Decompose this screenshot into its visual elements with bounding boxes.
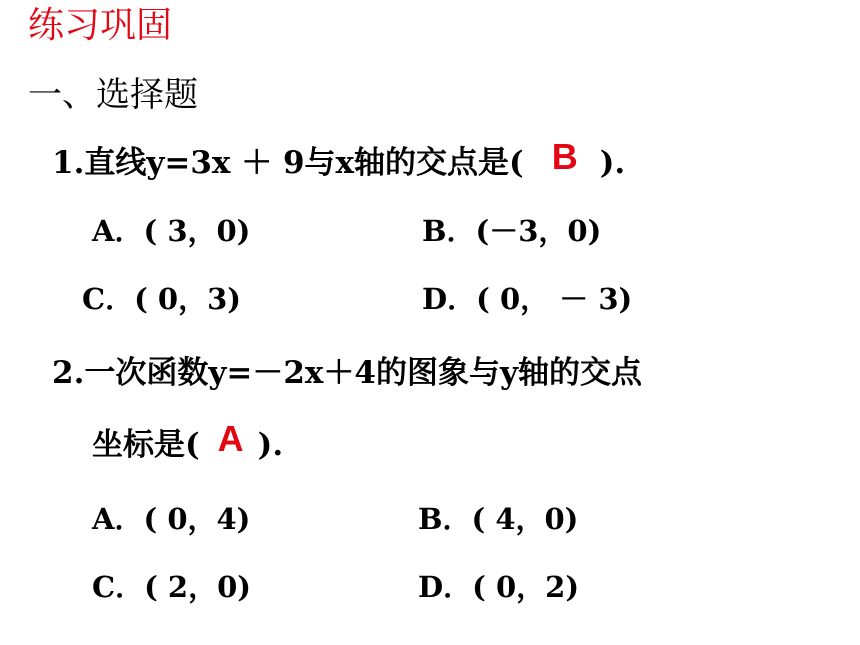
question-2-option-a: A．( 0，4): [92, 502, 251, 536]
question-2-option-c: C．( 2，0): [92, 570, 251, 604]
question-1-option-a: A．( 3，0): [92, 214, 251, 248]
question-1-option-c: C．( 0，3): [82, 282, 241, 316]
question-2-answer: A: [217, 418, 244, 459]
question-2-stem-line1: 2.一次函数y=－2x＋4的图象与y轴的交点: [52, 355, 642, 391]
question-2-stem-prefix: 坐标是(: [92, 427, 200, 463]
section-heading: 一、选择题: [28, 75, 198, 115]
question-1-option-b: B．(－3，0): [422, 214, 602, 248]
question-2-option-b: B．( 4，0): [418, 502, 579, 536]
question-1-answer: B: [551, 136, 578, 177]
question-1-option-d: D．( 0， － 3): [422, 282, 633, 316]
question-1-stem: [52, 136, 626, 181]
slide-title: 练习巩固: [28, 5, 173, 46]
question-1-stem-suffix: ).: [599, 145, 626, 181]
question-2-option-d: D．( 0，2): [418, 570, 580, 604]
question-1-stem-prefix: 1.直线y=3x ＋ 9与x轴的交点是(: [52, 145, 524, 181]
question-2-stem-suffix: ).: [257, 427, 284, 463]
question-2-stem-line2: [92, 418, 284, 463]
